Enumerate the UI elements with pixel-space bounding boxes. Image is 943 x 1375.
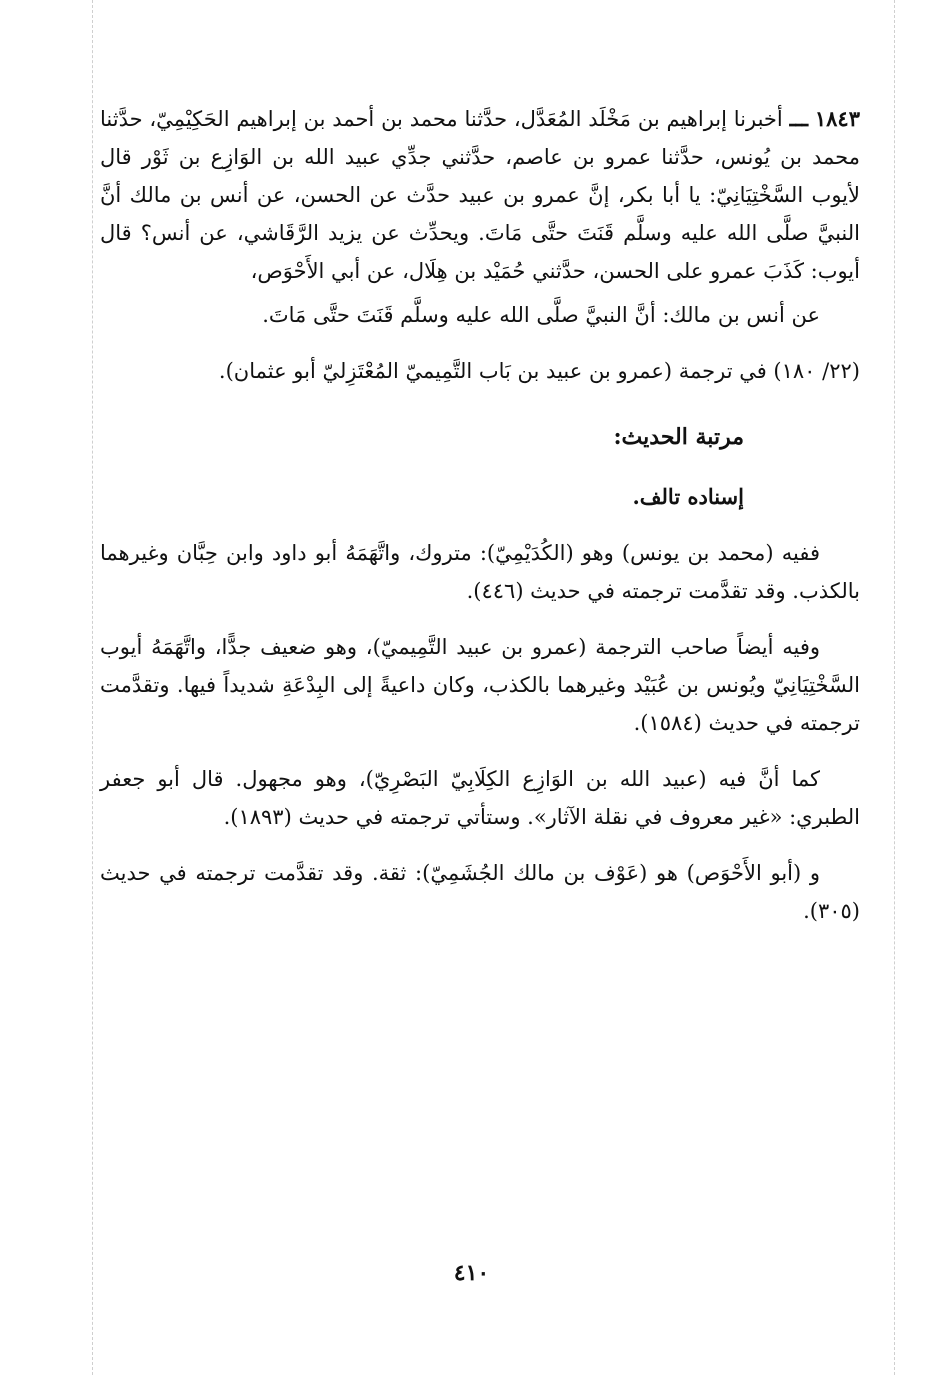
hadith-isnad-text: أخبرنا إبراهيم بن مَخْلَد المُعَدَّل، حدَّثنا محمد بن أحمد بن إبراهيم الحَكِيْمِيّ، حدَّثنا محمد بن يُونس، حدَّثنا عمرو بن عاصم، حدَّثني جدِّي عبيد الله بن الوَازِع بن ثَوْر قال لأيوب السَّخْتِيَانِيّ: يا أبا بكر، إنَّ عمرو بن عبيد حدَّث عن الحسن، عن أنس بن مالك أنَّ النبيَّ صلَّى الله عليه وسلَّم قَنَتَ حتَّى مَاتَ. ويحدِّث عن يزيد الرَّقَاشي، عن أنس؟ قال أيوب: كَذَبَ عمرو على الحسن، حدَّثني حُمَيْد بن هِلَال، عن أبي الأَحْوَص، <box>100 107 860 283</box>
note-paragraph: ففيه (محمد بن يونس) وهو (الكُدَيْمِيّ): متروك، واتَّهَمَهُ أبو داود وابن حِبَّان وغيرهما بالكذب. وقد تقدَّمت ترجمته في حديث (٤٤٦). <box>100 541 860 603</box>
hadith-number: ١٨٤٣ <box>814 106 860 131</box>
note-paragraph: وفيه أيضاً صاحب الترجمة (عمرو بن عبيد التَّمِيميّ)، وهو ضعيف جدًّا، واتَّهَمَهُ أيوب السَّخْتِيَانِيّ ويُونس بن عُبَيْد وغيرهما بالكذب، وكان داعيةً إلى البِدْعَةِ شديداً فيها. وتقدَّمت ترجمته في حديث (١٥٨٤). <box>100 635 860 735</box>
hadith-dash: ـــ <box>789 106 809 131</box>
note-paragraph: كما أنَّ فيه (عبيد الله بن الوَازِع الكِلَابِيّ البَصْرِيّ)، وهو مجهول. قال أبو جعفر الطبري: «غير معروف في نقلة الآثار». وستأتي ترجمته في حديث (١٨٩٣). <box>100 767 860 829</box>
page-number: ٤١٠ <box>453 1260 490 1286</box>
grade-verdict: إسناده تالف. <box>632 484 744 509</box>
left-margin-guide <box>92 0 93 1375</box>
note-paragraph: و (أبو الأَحْوَص) هو (عَوْف بن مالك الجُشَمِيّ): ثقة. وقد تقدَّمت ترجمته في حديث (٣٠٥). <box>100 861 860 923</box>
right-margin-guide <box>894 0 895 1375</box>
hadith-source: (٢٢/ ١٨٠) في ترجمة (عمرو بن عبيد بن بَاب التَّمِيميّ المُعْتَزِليّ أبو عثمان). <box>218 359 860 383</box>
page-body <box>100 100 860 930</box>
hadith-isnad <box>100 100 860 290</box>
grade-heading: مرتبة الحديث: <box>613 424 744 450</box>
hadith-matn: عن أنس بن مالك: أنَّ النبيَّ صلَّى الله عليه وسلَّم قَنَتَ حتَّى مَاتَ. <box>262 303 820 327</box>
